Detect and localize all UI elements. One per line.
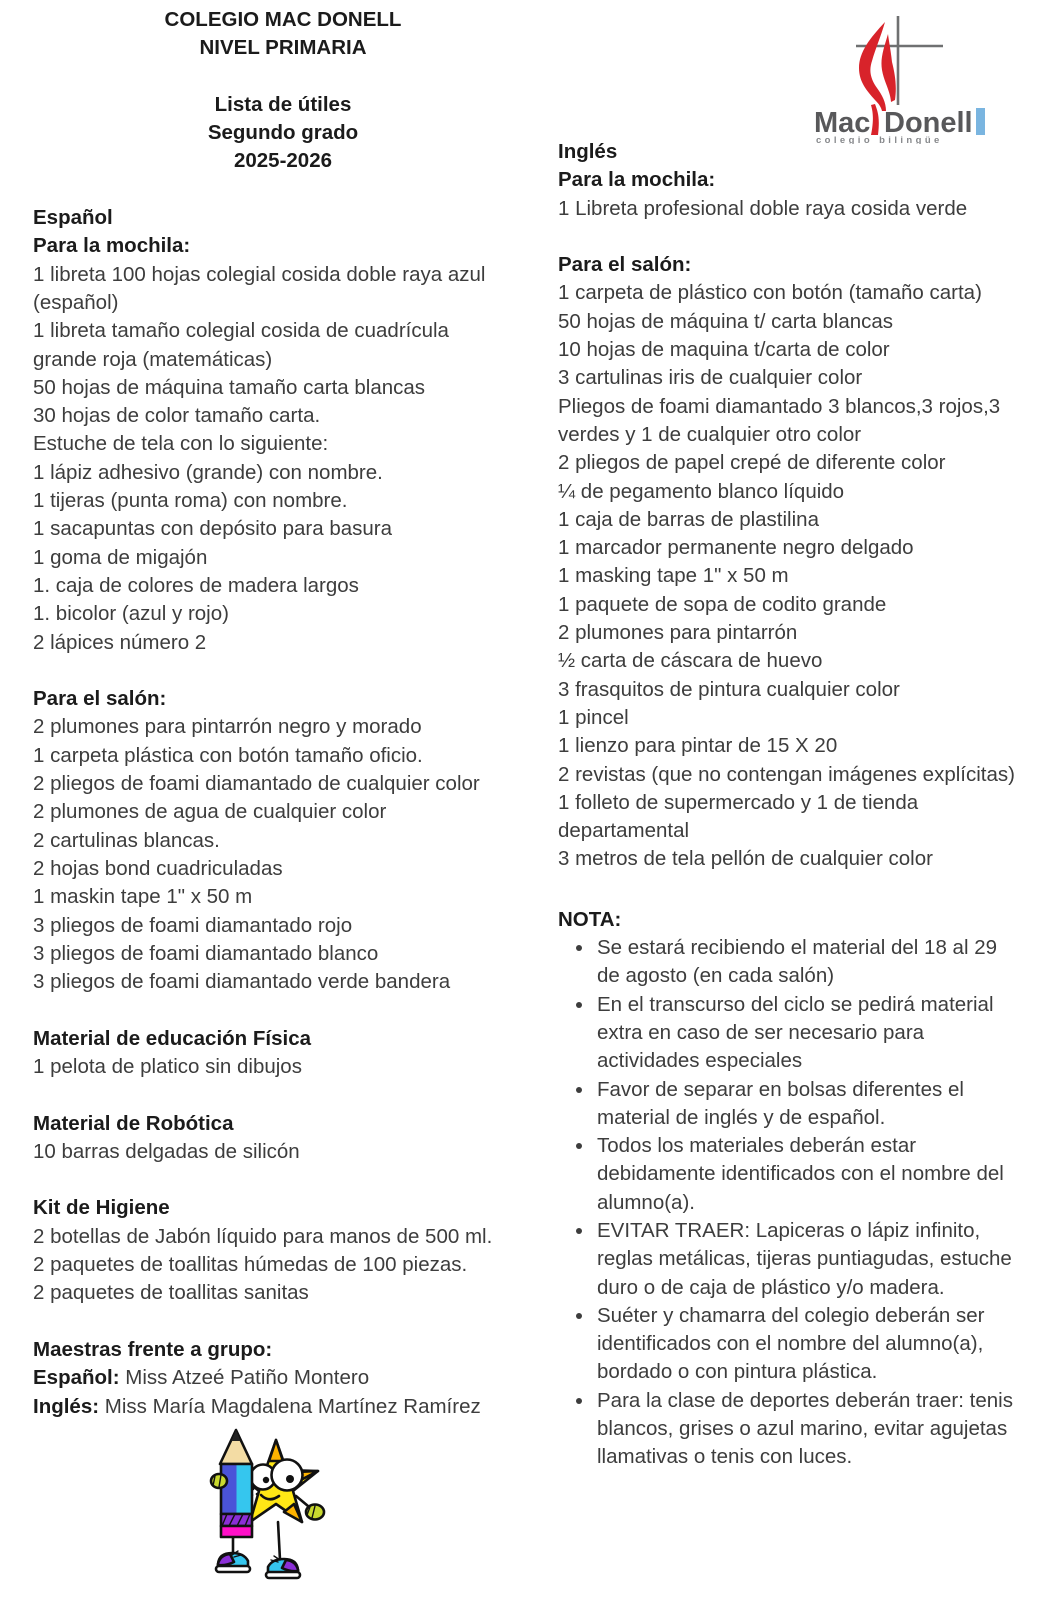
list-item: 1 paquete de sopa de codito grande xyxy=(558,592,887,616)
list-item: 1 folleto de supermercado y 1 de tienda departamental xyxy=(558,790,919,843)
list-item: 3 frasquitos de pintura cualquier color xyxy=(558,677,900,701)
section-heading: Español xyxy=(33,206,113,230)
teacher-line: Inglés: Miss María Magdalena Martínez Ramírez xyxy=(33,1394,481,1418)
nota-bullet: • Se estará recibiendo el material del 18 al 29 de agosto (en cada salón) xyxy=(595,934,1018,991)
title-group xyxy=(33,91,533,176)
list-item: 1 sacapuntas con depósito para basura xyxy=(33,517,393,541)
list-item: 1 pincel xyxy=(558,705,629,729)
list-item: Pliegos de foami diamantado 3 blancos,3 rojos,3 verdes y 1 de cualquier otro color xyxy=(558,394,1001,446)
teacher-label: Inglés: xyxy=(33,1394,100,1418)
list-item: 1 carpeta de plástico con botón (tamaño carta) xyxy=(558,281,982,305)
list-item: Estuche de tela con lo siguiente: xyxy=(33,432,329,456)
school-level: NIVEL PRIMARIA xyxy=(199,36,367,60)
list-item: 1 marcador permanente negro delgado xyxy=(558,536,914,560)
nota-bullet: • En el transcurso del ciclo se pedirá material extra en caso de ser necesario para actividades especiales xyxy=(595,991,1018,1076)
section-nota xyxy=(558,906,1018,1472)
section-maestras xyxy=(33,1336,503,1421)
section-heading: Kit de Higiene xyxy=(33,1196,170,1220)
list-item: 50 hojas de máquina t/ carta blancas xyxy=(558,309,894,333)
right-column xyxy=(558,0,1018,1472)
list-item: 2 botellas de Jabón líquido para manos de 500 ml. xyxy=(33,1224,493,1248)
list-item: 1 Libreta profesional doble raya cosida verde xyxy=(558,196,968,220)
list-item: 1 pelota de platico sin dibujos xyxy=(33,1054,302,1078)
section-heading: Para la mochila: xyxy=(558,168,716,192)
nota-bullet: • Favor de separar en bolsas diferentes el material de inglés y de español. xyxy=(595,1076,1018,1133)
list-item: 2 plumones para pintarrón negro y morado xyxy=(33,715,422,739)
list-item: 1 masking tape 1" x 50 m xyxy=(558,564,789,588)
list-item: 1 carpeta plástica con botón tamaño oficio. xyxy=(33,743,423,767)
logo-tagline: colegio bilingüe xyxy=(816,135,943,144)
section-heading: NOTA: xyxy=(558,907,622,931)
list-item: 1 goma de migajón xyxy=(33,545,208,569)
left-sections xyxy=(33,204,503,1421)
section-heading: Inglés xyxy=(558,140,618,163)
list-item: 3 pliegos de foami diamantado blanco xyxy=(33,941,379,965)
list-item: 2 pliegos de papel crepé de diferente color xyxy=(558,451,946,475)
list-item: 2 cartulinas blancas. xyxy=(33,828,220,852)
logo-word-donell: Donell xyxy=(884,107,973,139)
section-heading: Maestras frente a grupo: xyxy=(33,1337,273,1361)
teacher-line: Español: Miss Atzeé Patiño Montero xyxy=(33,1366,370,1390)
section-heading: Para la mochila: xyxy=(33,234,191,258)
section-kit-higiene xyxy=(33,1194,503,1307)
nota-bullet: • Suéter y chamarra del colegio deberán ser identificados con el nombre del alumno(a), bordado o con pintura plástica. xyxy=(595,1302,1018,1387)
section-heading: Para el salón: xyxy=(558,253,692,277)
doc-grade: Segundo grado xyxy=(207,121,359,145)
list-item: 1 tijeras (punta roma) con nombre. xyxy=(33,489,348,513)
logo-word-mac: Mac xyxy=(814,107,871,139)
section-espanol-salon xyxy=(33,685,503,996)
list-item: 1 lienzo para pintar de 15 X 20 xyxy=(558,734,838,758)
list-item: 1. bicolor (azul y rojo) xyxy=(33,602,229,626)
list-item: 1. caja de colores de madera largos xyxy=(33,573,359,597)
list-item: ½ carta de cáscara de huevo xyxy=(558,649,823,673)
pencil-star-mascot-icon xyxy=(206,1426,330,1582)
list-item: 2 paquetes de toallitas húmedas de 100 piezas. xyxy=(33,1253,468,1277)
nota-bullet-list xyxy=(558,934,1018,1472)
list-item: ¼ de pegamento blanco líquido xyxy=(558,479,845,503)
list-item: 30 hojas de color tamaño carta. xyxy=(33,404,321,428)
doc-title: Lista de útiles xyxy=(214,92,352,116)
list-item: 50 hojas de máquina tamaño carta blancas xyxy=(33,375,426,399)
list-item: 10 barras delgadas de silicón xyxy=(33,1139,300,1163)
list-item: 2 pliegos de foami diamantado de cualquier color xyxy=(33,772,480,796)
section-robotica xyxy=(33,1110,503,1167)
list-item: 2 revistas (que no contengan imágenes explícitas) xyxy=(558,762,1015,786)
section-ingles-salon xyxy=(558,251,1018,874)
list-item: 1 libreta tamaño colegial cosida de cuadrícula grande roja (matemáticas) xyxy=(33,319,449,371)
list-item: 1 lápiz adhesivo (grande) con nombre. xyxy=(33,460,383,484)
list-item: 1 caja de barras de plastilina xyxy=(558,507,819,531)
section-espanol-mochila xyxy=(33,204,503,657)
list-item: 10 hojas de maquina t/carta de color xyxy=(558,338,890,362)
nota-bullet: • Para la clase de deportes deberán traer: tenis blancos, grises o azul marino, evitar agujetas llamativas o tenis con luces. xyxy=(595,1387,1018,1472)
list-item: 2 plumones de agua de cualquier color xyxy=(33,800,387,824)
document-header xyxy=(33,6,533,176)
school-name: COLEGIO MAC DONELL xyxy=(164,8,402,31)
section-educacion-fisica xyxy=(33,1025,503,1082)
section-heading: Material de educación Física xyxy=(33,1026,311,1050)
nota-bullet: • EVITAR TRAER: Lapiceras o lápiz infinito, reglas metálicas, tijeras puntiagudas, estuche duro o de caja de plástico y/o madera. xyxy=(595,1217,1018,1302)
list-item: 3 metros de tela pellón de cualquier color xyxy=(558,847,933,871)
list-item: 3 cartulinas iris de cualquier color xyxy=(558,366,863,390)
nota-bullet: • Todos los materiales deberán estar debidamente identificados con el nombre del alumno(a). xyxy=(595,1132,1018,1217)
list-item: 2 hojas bond cuadriculadas xyxy=(33,856,283,880)
teacher-label: Español: xyxy=(33,1366,120,1390)
list-item: 1 maskin tape 1" x 50 m xyxy=(33,885,253,909)
left-column xyxy=(33,6,503,1421)
list-item: 2 paquetes de toallitas sanitas xyxy=(33,1281,309,1305)
section-ingles-mochila xyxy=(558,138,1018,223)
list-item: 2 lápices número 2 xyxy=(33,630,207,654)
doc-year: 2025-2026 xyxy=(233,149,333,173)
section-heading: Para el salón: xyxy=(33,687,167,711)
section-heading: Material de Robótica xyxy=(33,1111,234,1135)
list-item: 1 libreta 100 hojas colegial cosida doble raya azul (español) xyxy=(33,262,486,314)
list-item: 3 pliegos de foami diamantado rojo xyxy=(33,913,353,937)
list-item: 2 plumones para pintarrón xyxy=(558,621,798,645)
list-item: 3 pliegos de foami diamantado verde bandera xyxy=(33,970,451,994)
